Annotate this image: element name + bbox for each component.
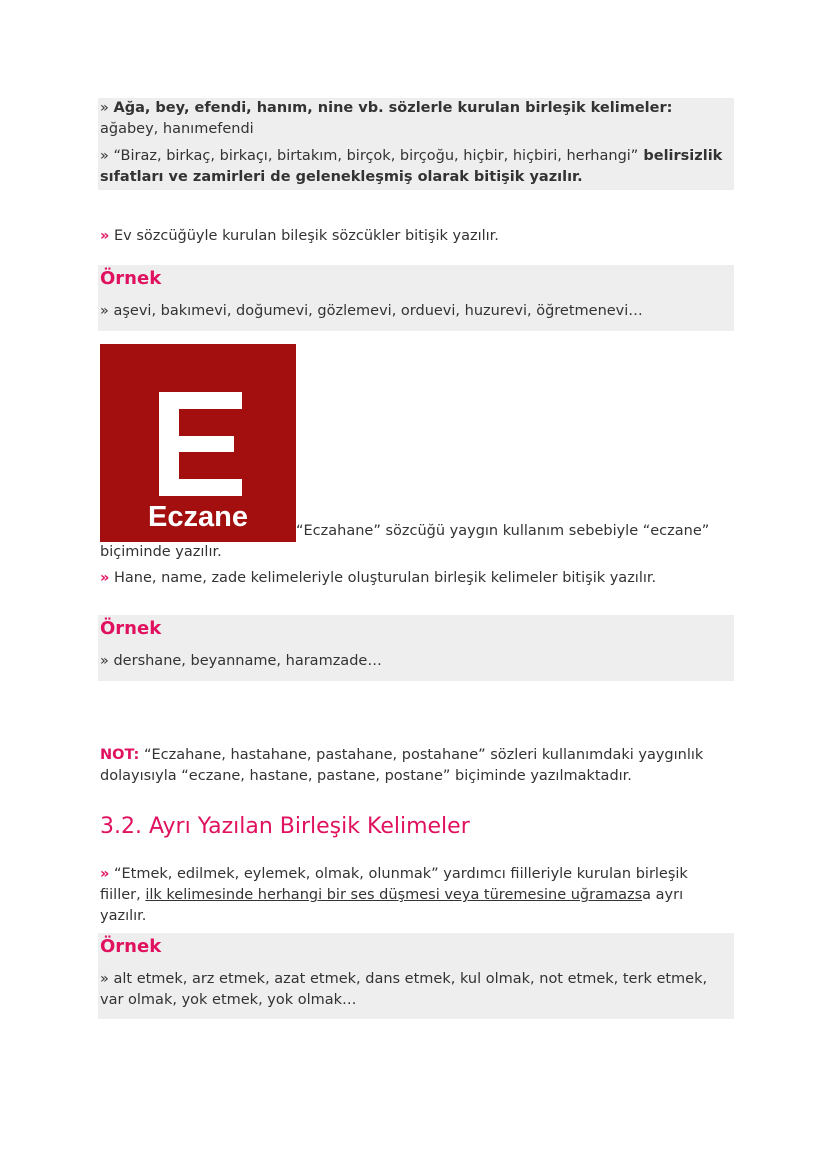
bullet-marker: » xyxy=(100,100,109,116)
bullet-marker: » xyxy=(100,866,110,882)
rule-hane-paragraph xyxy=(98,568,734,589)
rule-etmek-paragraph xyxy=(98,864,734,927)
bullet-marker: » xyxy=(100,148,109,164)
eczane-logo xyxy=(100,344,296,542)
rule-tail: a ayrı yazılır. xyxy=(100,887,684,924)
note-paragraph xyxy=(98,745,734,787)
bullet-marker: » xyxy=(100,570,110,586)
paragraph-belirsizlik xyxy=(100,146,732,188)
rule-ev-paragraph xyxy=(98,226,734,247)
eczane-paragraph xyxy=(98,344,734,563)
example-heading: Örnek xyxy=(100,618,162,639)
example-text: » aşevi, bakımevi, doğumevi, gözlemevi, orduevi, huzurevi, öğretmenevi… xyxy=(100,303,643,319)
bold-rule-text: belirsizlik sıfatları ve zamirleri de gelenekleşmiş olarak bitişik yazılır. xyxy=(100,148,723,185)
note-label: NOT: xyxy=(100,747,140,763)
bullet-marker: » xyxy=(100,228,110,244)
example-heading: Örnek xyxy=(100,936,162,957)
rule-text: Hane, name, zade kelimeleriyle oluşturulan birleşik kelimeler bitişik yazılır. xyxy=(109,570,657,586)
example-words: ağabey, hanımefendi xyxy=(100,121,254,137)
note-text: “Eczahane, hastahane, pastahane, postahane” sözleri kullanımdaki yaygınlık dolayısıyla “eczane, hastane, pastane, postane” biçiminde yazılmaktadır. xyxy=(100,747,704,784)
underlined-condition: ilk kelimesinde herhangi bir ses düşmesi veya türemesine uğramazs xyxy=(145,887,643,903)
rule-text: “Etmek, edilmek, eylemek, olmak, olunmak” yardımcı fiilleriyle kurulan birleşik fiiller, xyxy=(100,866,688,903)
eczane-text: “Eczahane” sözcüğü yaygın kullanım sebebiyle “eczane” biçiminde yazılır. xyxy=(100,523,710,560)
example-box-hane xyxy=(98,615,734,681)
bold-rule-text: Ağa, bey, efendi, hanım, nine vb. sözlerle kurulan birleşik kelimeler: xyxy=(113,100,673,116)
info-box-compound-words xyxy=(98,98,734,190)
section-title: 3.2. Ayrı Yazılan Birleşik Kelimeler xyxy=(100,814,470,839)
letter-e-icon xyxy=(159,392,242,496)
example-text: » dershane, beyanname, haramzade… xyxy=(100,653,382,669)
example-text: » alt etmek, arz etmek, azat etmek, dans etmek, kul olmak, not etmek, terk etmek, var olmak, yok etmek, yok olmak… xyxy=(100,971,708,1008)
logo-word: Eczane xyxy=(148,501,248,533)
example-box-etmek xyxy=(98,933,734,1019)
indefinite-words: “Biraz, birkaç, birkaçı, birtakım, birçok, birçoğu, hiçbir, hiçbiri, herhangi” xyxy=(108,148,639,164)
example-heading: Örnek xyxy=(100,268,162,289)
example-box-ev xyxy=(98,265,734,331)
paragraph-aga-bey xyxy=(100,98,732,140)
rule-text: Ev sözcüğüyle kurulan bileşik sözcükler bitişik yazılır. xyxy=(109,228,499,244)
